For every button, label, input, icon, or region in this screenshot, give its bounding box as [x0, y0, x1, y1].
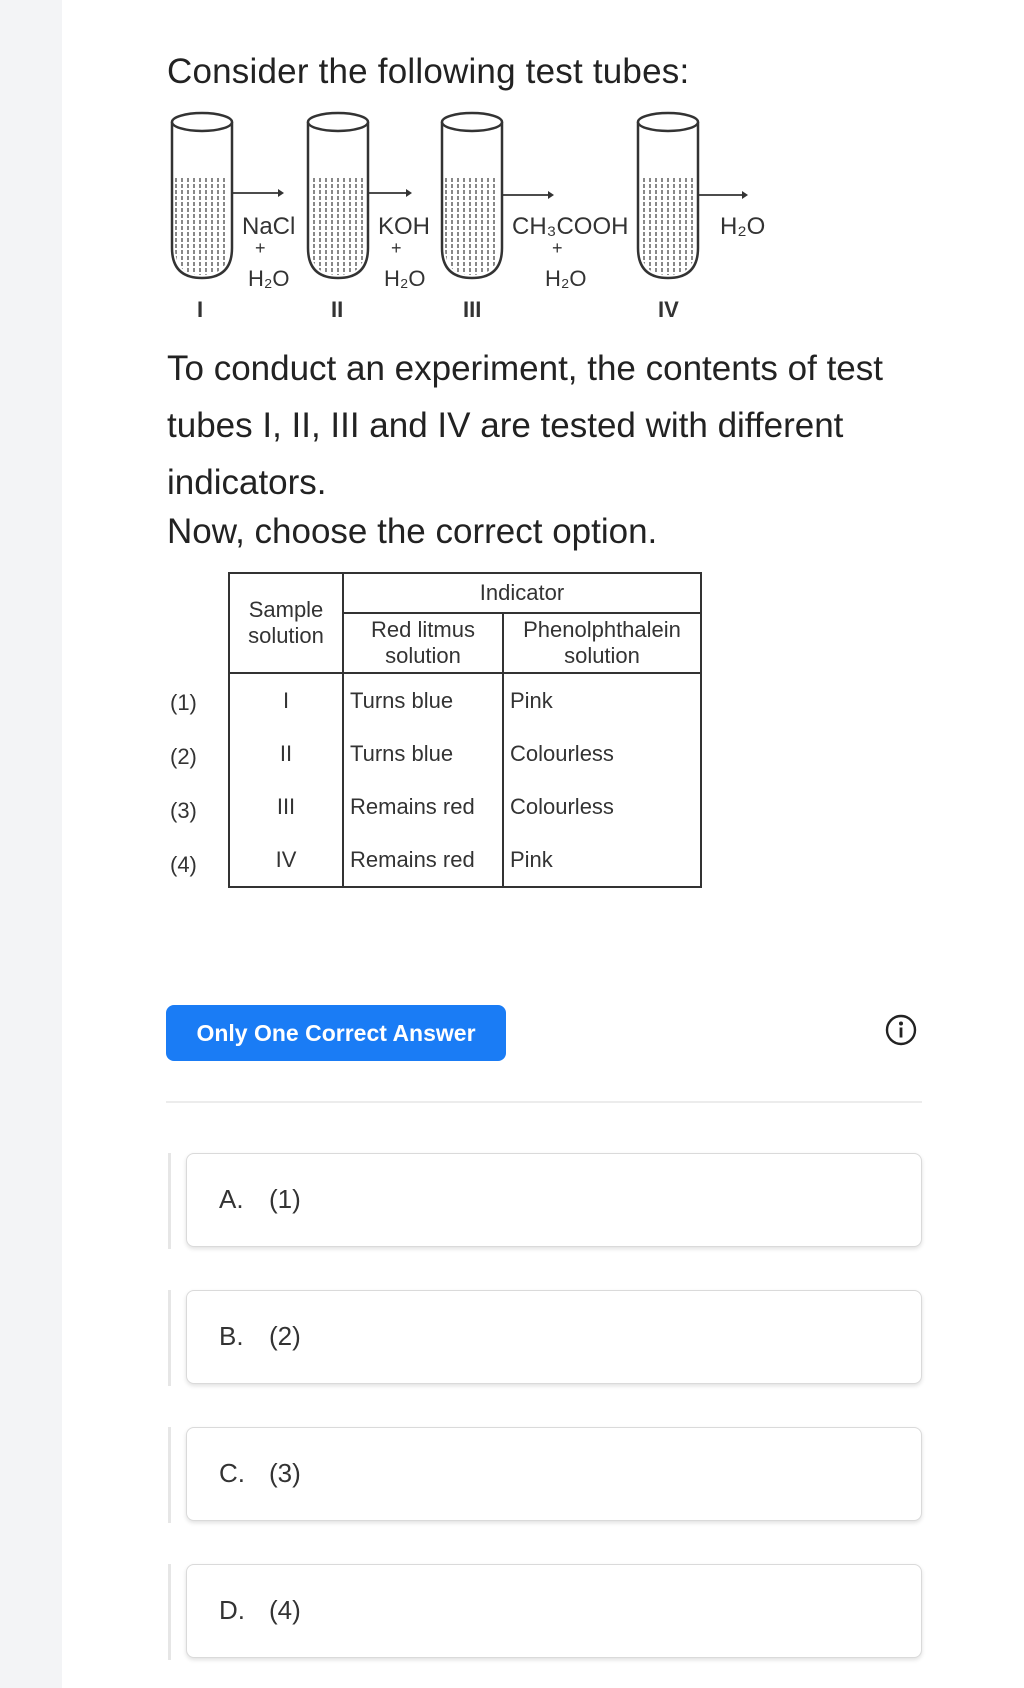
tube-3 — [442, 113, 554, 278]
cell-sample: IV — [229, 833, 343, 887]
cell-litmus: Turns blue — [343, 673, 503, 727]
header-phenol: Phenolphthalein solution — [503, 613, 701, 673]
tube-1-plus: + — [255, 238, 266, 258]
row-label-4: (4) — [170, 852, 197, 877]
tube-3-numeral: III — [463, 297, 482, 322]
choice-b[interactable] — [168, 1290, 922, 1386]
tube-4-label-top: H₂O — [720, 213, 766, 240]
choice-c-box[interactable] — [186, 1427, 922, 1521]
cell-sample: II — [229, 727, 343, 780]
choice-d-box[interactable] — [186, 1564, 922, 1658]
choice-a[interactable] — [168, 1153, 922, 1249]
choice-text: (3) — [269, 1458, 301, 1488]
choice-d[interactable] — [168, 1564, 922, 1660]
divider — [166, 1101, 922, 1103]
choice-a-box[interactable] — [186, 1153, 922, 1247]
tube-2-label-bottom: H₂O — [384, 266, 426, 291]
choice-letter: B. — [219, 1321, 244, 1351]
tube-4-numeral: IV — [658, 297, 679, 322]
choice-text: (1) — [269, 1184, 301, 1214]
tube-2-label-top: KOH — [378, 213, 431, 240]
table-row — [229, 673, 701, 727]
cell-sample: III — [229, 780, 343, 833]
table-row — [229, 780, 701, 833]
question-title: Consider the following test tubes: — [167, 52, 690, 91]
tube-3-label-bottom: H₂O — [545, 266, 587, 291]
choice-text: (4) — [269, 1595, 301, 1625]
choice-letter: C. — [219, 1458, 245, 1488]
tube-1-label-bottom: H₂O — [248, 266, 290, 291]
tube-1-label-top: NaCl — [242, 213, 296, 240]
tube-2-plus: + — [391, 238, 402, 258]
cell-sample: I — [229, 673, 343, 727]
choice-letter: A. — [219, 1184, 244, 1214]
cell-phenol: Pink — [503, 673, 701, 727]
cell-litmus: Remains red — [343, 780, 503, 833]
choice-c[interactable] — [168, 1427, 922, 1523]
cell-litmus: Remains red — [343, 833, 503, 887]
tube-1-numeral: I — [197, 297, 204, 322]
choice-b-box[interactable] — [186, 1290, 922, 1384]
header-sample: Sample solution — [229, 573, 343, 673]
table-row — [229, 727, 701, 780]
question-instruction: Now, choose the correct option. — [167, 512, 658, 551]
tube-2-numeral: II — [331, 297, 344, 322]
question-paragraph: To conduct an experiment, the contents of test tubes I, II, III and IV are tested with different indicators. — [167, 349, 883, 502]
tube-3-label-top: CH₃COOH — [512, 213, 629, 240]
row-label-2: (2) — [170, 744, 197, 769]
table-row — [229, 833, 701, 887]
header-indicator: Indicator — [343, 573, 701, 613]
tube-4 — [638, 113, 748, 278]
cell-phenol: Colourless — [503, 727, 701, 780]
question-type-badge: Only One Correct Answer — [166, 1005, 506, 1061]
tube-3-plus: + — [552, 238, 563, 258]
cell-phenol: Pink — [503, 833, 701, 887]
choice-text: (2) — [269, 1321, 301, 1351]
row-label-3: (3) — [170, 798, 197, 823]
test-tubes-diagram — [150, 100, 790, 330]
header-litmus: Red litmus solution — [343, 613, 503, 673]
indicator-table — [228, 572, 702, 888]
cell-phenol: Colourless — [503, 780, 701, 833]
info-circle-icon[interactable] — [884, 1013, 918, 1047]
row-label-1: (1) — [170, 690, 197, 715]
cell-litmus: Turns blue — [343, 727, 503, 780]
choice-letter: D. — [219, 1595, 245, 1625]
tube-1 — [172, 113, 284, 278]
